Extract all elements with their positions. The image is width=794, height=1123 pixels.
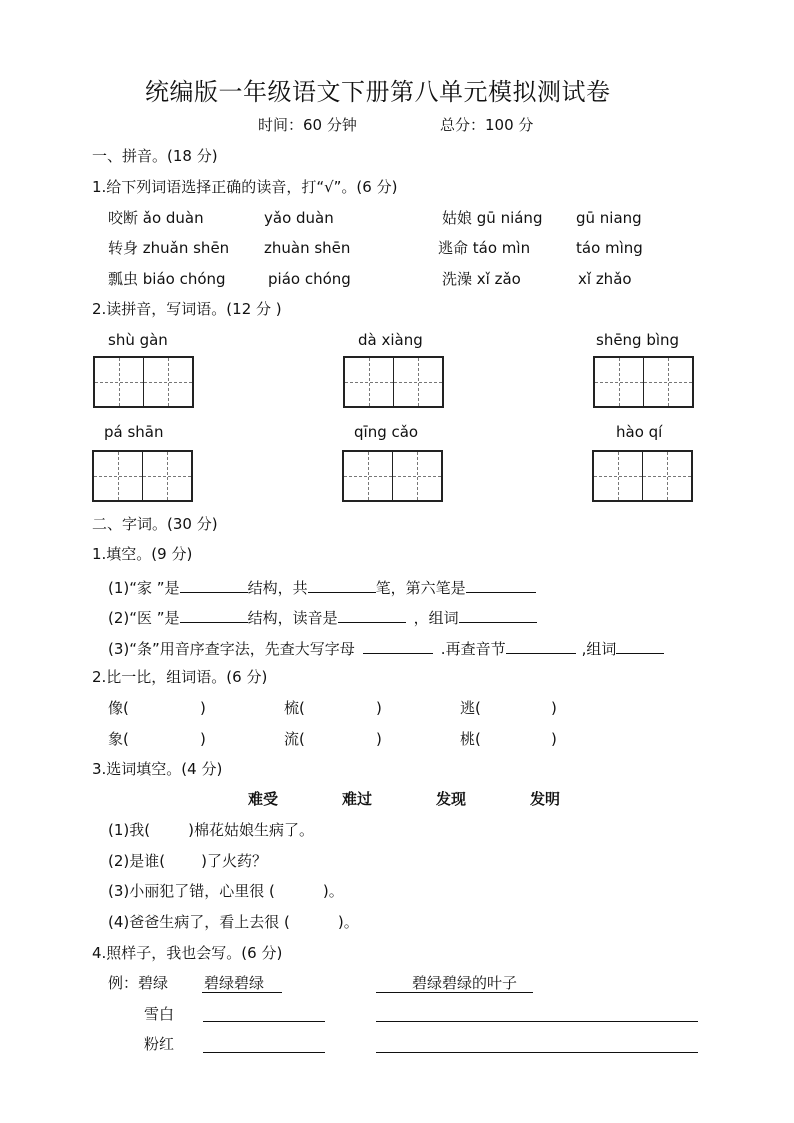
- p1-q2-stem: 2.读拼音，写词语。(12 分 ): [92, 300, 282, 318]
- example-answer-b: 碧绿碧绿的叶子: [412, 974, 518, 992]
- sentence-2: [108, 854, 267, 869]
- p1-q1-option[interactable]: 姑娘 gū niáng: [442, 209, 543, 227]
- writing-grid[interactable]: [92, 450, 193, 502]
- sentence-text: )。: [337, 913, 359, 931]
- sentence-4: [108, 915, 359, 930]
- pinyin-label: shēng bìng: [596, 331, 680, 349]
- p2-q3-stem: 3.选词填空。(4 分): [92, 760, 223, 778]
- close-paren: ): [200, 730, 206, 748]
- sentence-text: (4)爸爸生病了，看上去很 (: [108, 913, 290, 931]
- writing-grid[interactable]: [342, 450, 443, 502]
- answer-blank[interactable]: [308, 578, 376, 593]
- p1-q1-option[interactable]: 咬断 ǎo duàn: [108, 209, 204, 227]
- p1-q1-option[interactable]: 洗澡 xǐ zǎo: [442, 270, 521, 288]
- pinyin-label: dà xiàng: [358, 331, 423, 349]
- sentence-text: )了火药？: [201, 852, 267, 870]
- word-choice: 发现: [436, 790, 467, 808]
- p1-q1-option[interactable]: táo mìng: [576, 239, 643, 257]
- answer-line[interactable]: [203, 1021, 325, 1022]
- compare-char: 梳(: [284, 699, 305, 717]
- p1-q1-option[interactable]: 瓢虫 biáo chóng: [108, 270, 226, 288]
- p2-q2-stem: 2.比一比，组词语。(6 分): [92, 668, 268, 686]
- practice-word: 粉红: [144, 1035, 175, 1053]
- p1-q1-option[interactable]: xǐ zhǎo: [578, 270, 632, 288]
- exam-total-score: 总分：100 分: [440, 116, 534, 134]
- p2-q4-stem: 4.照样子，我也会写。(6 分): [92, 944, 283, 962]
- writing-grid[interactable]: [592, 450, 693, 502]
- sentence-text: )。: [322, 882, 344, 900]
- fill-text: 结构，共: [247, 579, 308, 597]
- fill-text: .再查音节: [440, 640, 506, 658]
- p1-q1-option[interactable]: 逃命 táo mìn: [438, 239, 531, 257]
- underline: [376, 992, 533, 993]
- sentence-text: (2)是谁(: [108, 852, 166, 870]
- word-choice: 难过: [342, 790, 373, 808]
- writing-grid[interactable]: [93, 356, 194, 408]
- fill-line-2: [108, 608, 537, 626]
- fill-text: 笔，第六笔是: [375, 579, 466, 597]
- writing-grid[interactable]: [593, 356, 694, 408]
- answer-blank[interactable]: [616, 639, 664, 654]
- fill-text: 结构，读音是: [247, 609, 338, 627]
- compare-char: 流(: [284, 730, 305, 748]
- fill-line-1: [108, 578, 536, 596]
- underline: [202, 992, 282, 993]
- p1-q1-option[interactable]: 转身 zhuǎn shēn: [108, 239, 230, 257]
- close-paren: ): [376, 730, 382, 748]
- practice-word: 雪白: [144, 1005, 175, 1023]
- part2-heading: 二、字词。(30 分): [92, 515, 218, 533]
- compare-char: 桃(: [460, 730, 481, 748]
- p1-q1-option[interactable]: yǎo duàn: [264, 209, 334, 227]
- answer-blank[interactable]: [180, 578, 248, 593]
- compare-char: 象(: [108, 730, 129, 748]
- pinyin-label: shù gàn: [108, 331, 168, 349]
- p2-q1-stem: 1.填空。(9 分): [92, 545, 193, 563]
- sentence-text: (3)小丽犯了错，心里很 (: [108, 882, 275, 900]
- answer-line[interactable]: [376, 1021, 698, 1022]
- answer-blank[interactable]: [466, 578, 536, 593]
- page-title: 统编版一年级语文下册第八单元模拟测试卷: [145, 78, 611, 106]
- p1-q1-option[interactable]: piáo chóng: [268, 270, 351, 288]
- word-choice: 发明: [530, 790, 561, 808]
- fill-line-3: [108, 639, 664, 657]
- answer-blank[interactable]: [363, 639, 433, 654]
- writing-grid[interactable]: [343, 356, 444, 408]
- p1-q1-stem: 1.给下列词语选择正确的读音，打“√”。(6 分): [92, 178, 398, 196]
- answer-blank[interactable]: [338, 608, 406, 623]
- sentence-1: [108, 823, 314, 838]
- exam-time: 时间：60 分钟: [258, 116, 357, 134]
- sentence-3: [108, 884, 344, 899]
- close-paren: ): [200, 699, 206, 717]
- answer-blank[interactable]: [459, 608, 537, 623]
- fill-text: (2)“医 ”是: [108, 609, 180, 627]
- compare-char: 像(: [108, 699, 129, 717]
- answer-line[interactable]: [376, 1052, 698, 1053]
- example-label: 例：碧绿: [108, 974, 169, 992]
- close-paren: ): [376, 699, 382, 717]
- answer-blank[interactable]: [180, 608, 248, 623]
- p1-q1-option[interactable]: gū niang: [576, 209, 642, 227]
- close-paren: ): [551, 699, 557, 717]
- close-paren: ): [551, 730, 557, 748]
- sentence-text: )棉花姑娘生病了。: [188, 821, 314, 839]
- answer-blank[interactable]: [506, 639, 576, 654]
- word-choice: 难受: [248, 790, 279, 808]
- pinyin-label: qīng cǎo: [354, 423, 419, 441]
- fill-text: (3)“条”用音序查字法，先查大写字母: [108, 640, 355, 658]
- compare-char: 逃(: [460, 699, 481, 717]
- fill-text: (1)“家 ”是: [108, 579, 180, 597]
- pinyin-label: hào qí: [616, 423, 663, 441]
- sentence-text: (1)我(: [108, 821, 151, 839]
- answer-line[interactable]: [203, 1052, 325, 1053]
- part1-heading: 一、拼音。(18 分): [92, 147, 218, 165]
- pinyin-label: pá shān: [104, 423, 164, 441]
- p1-q1-option[interactable]: zhuàn shēn: [264, 239, 351, 257]
- example-answer-a: 碧绿碧绿: [204, 974, 265, 992]
- fill-text: ,组词: [581, 640, 617, 658]
- fill-text: ，组词: [413, 609, 459, 627]
